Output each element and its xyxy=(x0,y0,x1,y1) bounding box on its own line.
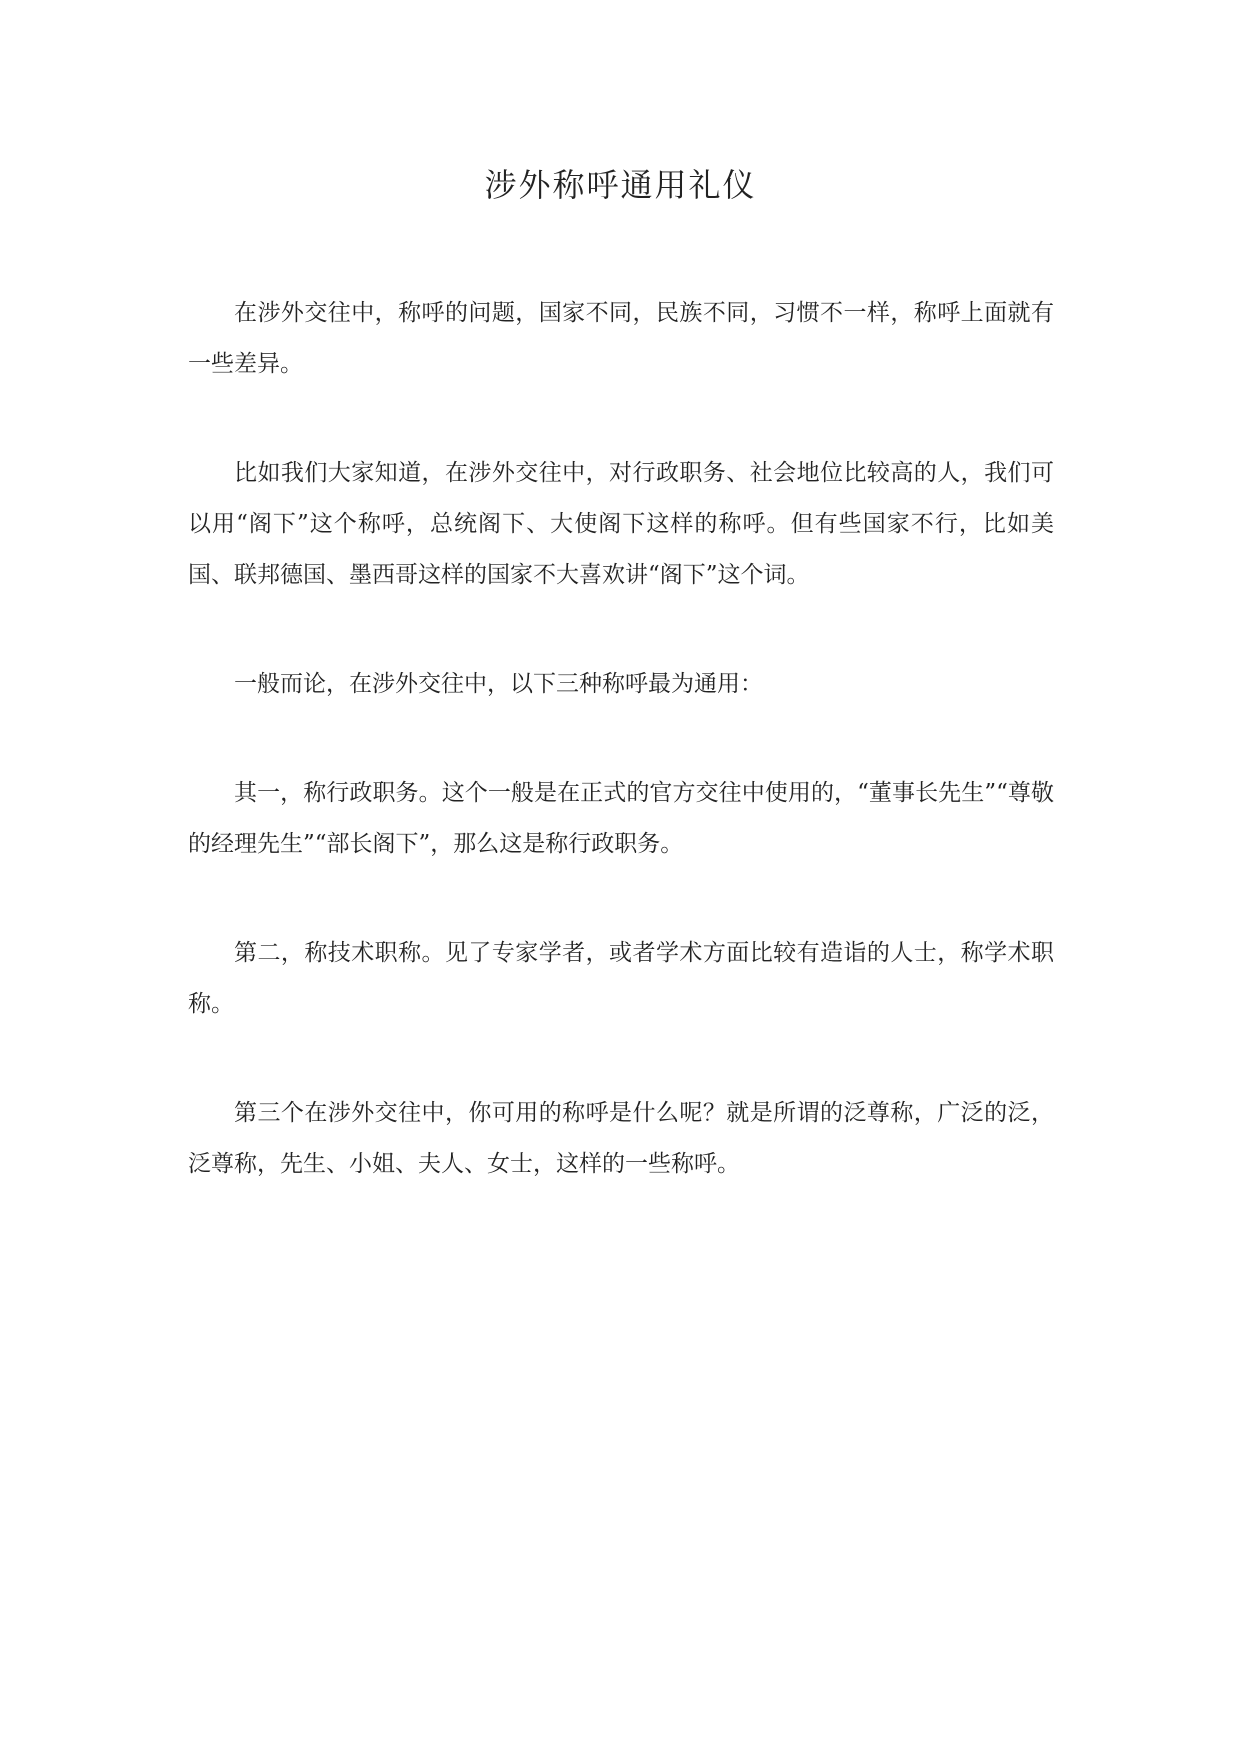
paragraph: 第二，称技术职称。见了专家学者，或者学术方面比较有造诣的人士，称学术职称。 xyxy=(188,940,1054,1017)
document-title: 涉外称呼通用礼仪 xyxy=(484,166,757,204)
document-body xyxy=(188,288,1054,1248)
paragraph: 在涉外交往中，称呼的问题，国家不同，民族不同，习惯不一样，称呼上面就有一些差异。 xyxy=(188,300,1054,377)
paragraph: 第三个在涉外交往中，你可用的称呼是什么呢？就是所谓的泛尊称，广泛的泛，泛尊称，先生、小姐、夫人、女士，这样的一些称呼。 xyxy=(188,1100,1054,1177)
paragraph: 比如我们大家知道，在涉外交往中，对行政职务、社会地位比较高的人，我们可以用“阁下”这个称呼，总统阁下、大使阁下这样的称呼。但有些国家不行，比如美国、联邦德国、墨西哥这样的国家不大喜欢讲“阁下”这个词。 xyxy=(188,460,1054,588)
paragraph: 其一，称行政职务。这个一般是在正式的官方交往中使用的，“董事长先生”“尊敬的经理先生”“部长阁下”，那么这是称行政职务。 xyxy=(188,780,1054,857)
paragraph: 一般而论，在涉外交往中，以下三种称呼最为通用： xyxy=(234,671,763,697)
